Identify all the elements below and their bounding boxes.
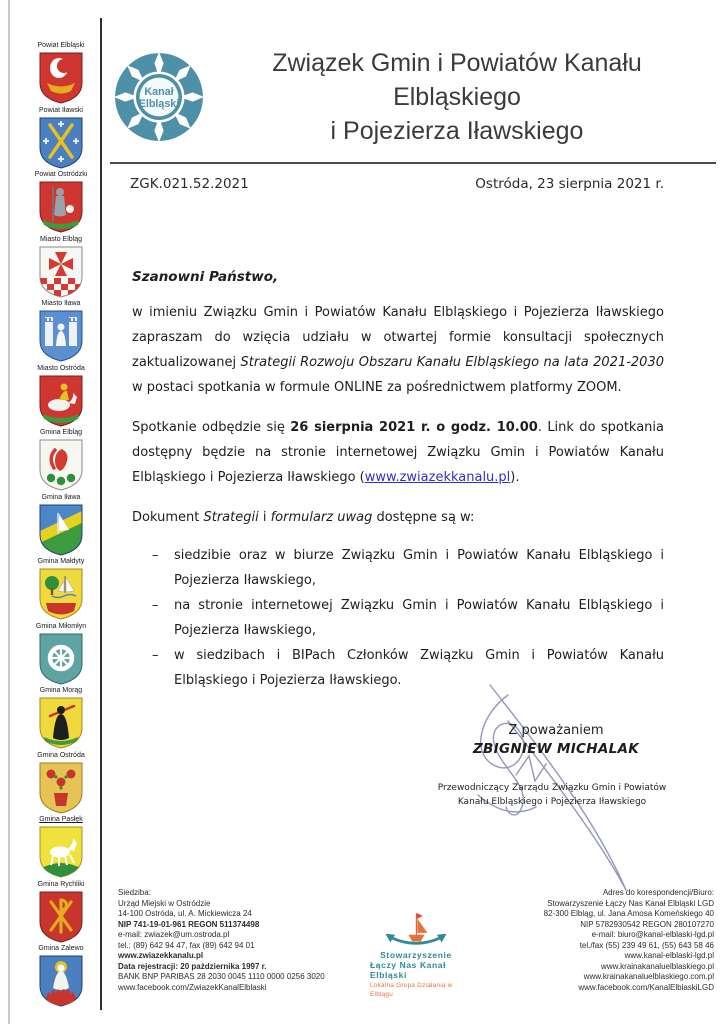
letter-content: [110, 0, 716, 915]
crest-gmina-morag: [38, 687, 84, 750]
crest-miasto-ilawa: [38, 300, 84, 363]
list-text: w siedzibach i BIPach Członków Związku Gmin i Powiatów Kanału Elbląskiego i Pojezierza Iławskiego.: [174, 648, 664, 688]
crest-gmina-paslek-icon: [38, 825, 84, 879]
crest-gmina-milomlyn: [36, 623, 86, 686]
crest-label: Gmina Zalewo: [38, 945, 84, 952]
text-segment: formularz uwag: [270, 510, 373, 525]
availability-list: [132, 543, 664, 693]
list-dash: –: [152, 598, 159, 613]
crest-label: Powiat Iławski: [39, 106, 83, 114]
crest-powiat-elblaski-icon: [38, 51, 84, 105]
crest-miasto-ostroda-icon: [38, 374, 84, 428]
footer-line: 82-300 Elbląg, ul. Jana Amosa Komeńskiego 40: [543, 909, 714, 918]
body-paragraphs: [132, 300, 664, 530]
crest-miasto-elblag-icon: [38, 245, 84, 299]
body-paragraph: [132, 415, 664, 490]
crest-gmina-morag-icon: [38, 696, 84, 750]
crest-gmina-zalewo-icon: [38, 954, 84, 1008]
crest-sidebar: [22, 42, 100, 1008]
footer-logo-line2: Łączy Nas Kanał Elbląski: [370, 960, 447, 980]
list-item: [152, 593, 664, 643]
footer-line: NIP 741-19-01-961 REGON 511374498: [118, 919, 260, 929]
crest-powiat-ostrodzki-icon: [38, 180, 84, 234]
text-segment: i: [258, 510, 271, 525]
crest-label: Gmina Pasłęk: [39, 816, 83, 823]
footer-line: www.facebook.com/ZwiazekKanalElblaski: [118, 982, 267, 992]
footer-line: Adres do korespondencji/Biuro:: [602, 888, 714, 897]
vertical-divider: [100, 18, 102, 1010]
signatory-role-line1: Przewodniczący Zarządu Związku Gmin i Powiatów: [437, 783, 667, 793]
list-text: siedzibie oraz w biurze Związku Gmin i Powiatów Kanału Elbląskiego i Pojezierza Iławskiego,: [174, 548, 664, 588]
crest-label: Gmina Elbląg: [39, 429, 83, 436]
crest-gmina-paslek: [38, 816, 84, 879]
footer-line: www.krainakanaluelblaskiego.com.pl: [583, 972, 714, 981]
footer-line: www.kanal-elblaski-lgd.pl: [624, 951, 714, 960]
canal-wheel-logo-icon: [112, 50, 206, 144]
crest-label: Gmina Małdyty: [37, 558, 85, 565]
crest-label: Gmina Iława: [41, 493, 81, 501]
crest-label: Miasto Ostróda: [37, 364, 85, 372]
website-link[interactable]: www.zwiazekkanalu.pl: [364, 470, 511, 485]
list-text: na stronie internetowej Związku Gmin i Powiatów Kanału Elbląskiego i Pojezierza Iławskiego,: [174, 598, 664, 638]
footer-line: www.krainakanaluelblaskiego.pl: [601, 961, 714, 971]
footer: [110, 888, 716, 999]
footer-line: tel./fax (55) 239 49 61, (55) 643 58 46: [579, 940, 714, 950]
crest-powiat-ilawski: [38, 107, 84, 170]
text-segment: ).: [510, 470, 520, 485]
text-segment: w postaci spotkania w formule ONLINE za pośrednictwem platformy ZOOM.: [132, 380, 622, 395]
letterhead: [110, 0, 716, 148]
footer-line: e-mail: biuro@kanal-elblaski-lgd.pl: [591, 930, 714, 939]
logo-text-line2: Elbląski: [138, 98, 180, 111]
footer-center-logo: [370, 888, 462, 999]
footer-line: Siedziba:: [118, 888, 151, 897]
footer-line: www.zwiazekkanalu.pl: [118, 951, 204, 960]
list-dash: –: [152, 548, 159, 563]
place-and-date: Ostróda, 23 sierpnia 2021 r.: [475, 176, 664, 192]
signatory-name: ZBIGNIEW MICHALAK: [472, 741, 640, 757]
signatory-role: [407, 781, 697, 809]
crest-miasto-ilawa-icon: [38, 309, 84, 363]
footer-logo-line1: Stowarzyszenie: [380, 950, 452, 960]
footer-line: NIP 5782930542 REGON 280107270: [580, 919, 714, 929]
org-title: [206, 46, 712, 148]
crest-label: Gmina Morąg: [39, 687, 83, 694]
list-dash: –: [152, 648, 159, 663]
crest-miasto-ostroda: [37, 365, 84, 428]
footer-line: e-mail: zwiazek@um.ostroda.pl: [118, 930, 230, 939]
crest-powiat-ostrodzki: [35, 171, 88, 234]
footer-line: BANK BNP PARIBAS 28 2030 0045 1110 0000 0256 3020: [118, 972, 325, 981]
closing: Z poważaniem: [508, 723, 604, 738]
body-paragraph: [132, 505, 664, 530]
signatory-role-line2: Kanału Elbląskiego i Pojezierza Iławskiego: [457, 797, 647, 807]
footer-line: 14-100 Ostróda, ul. A. Mickiewicza 24: [118, 909, 252, 918]
crest-label: Powiat Elbląski: [37, 42, 85, 49]
footer-line: Data rejestracji: 20 października 1997 r.: [118, 961, 267, 971]
crest-label: Miasto Elbląg: [39, 235, 83, 243]
crest-label: Gmina Ostróda: [37, 751, 85, 759]
crest-gmina-elblag: [38, 429, 84, 492]
crest-label: Gmina Rychliki: [37, 880, 85, 888]
crest-gmina-rychliki: [38, 881, 85, 944]
boat-logo-icon: [382, 910, 450, 950]
footer-right-lines: [462, 888, 716, 999]
crest-gmina-ostroda: [37, 752, 84, 815]
crest-label: Powiat Ostródzki: [34, 171, 88, 178]
body-paragraph: [132, 300, 664, 400]
footer-line: www.facebook.com/KanalElblaskiLGD: [578, 982, 714, 992]
crest-gmina-milomlyn-icon: [38, 632, 84, 686]
org-title-line2: i Pojezierza Iławskiego: [330, 117, 584, 145]
crest-label: Miasto Iława: [41, 300, 81, 307]
reference-number: ZGK.021.52.2021: [130, 176, 249, 192]
text-segment: 26 sierpnia 2021 r. o godz. 10.00: [290, 420, 538, 435]
letter-body: [110, 269, 716, 915]
text-segment: Strategii: [203, 510, 259, 525]
crest-miasto-elblag: [38, 236, 84, 299]
signature-block: [132, 693, 667, 915]
scan-edge-line: [8, 0, 10, 1024]
text-segment: w imieniu Związku Gmin i Powiatów Kanału Elbląskiego i Pojezierza Iławskiego zapraszam do wzięcia udziału w otwartej formie konsultacji społecznych zaktualizowanej: [132, 305, 664, 370]
text-segment: Spotkanie odbędzie się: [132, 420, 291, 435]
footer-line: Stowarzyszenie Łączy Nas Kanał Elbląski LGD: [547, 898, 714, 908]
crest-gmina-maldyty-icon: [38, 567, 84, 621]
salutation: Szanowni Państwo,: [132, 269, 279, 285]
crest-gmina-ilawa: [38, 494, 84, 557]
list-item: [152, 543, 664, 593]
text-segment: Strategii Rozwoju Obszaru Kanału Elbląskiego na lata 2021-2030: [240, 355, 664, 370]
crest-gmina-maldyty: [38, 558, 85, 621]
crest-gmina-rychliki-icon: [38, 890, 84, 944]
crest-label: Gmina Miłomłyn: [35, 622, 87, 630]
footer-left-lines: [110, 888, 370, 999]
crest-powiat-ilawski-icon: [38, 116, 84, 170]
footer-logo-line3: Lokalna Grupa Działania w Elblągu: [370, 982, 453, 998]
crest-gmina-ilawa-icon: [38, 503, 84, 557]
crest-gmina-zalewo: [38, 945, 84, 1008]
footer-line: Urząd Miejski w Ostródzie: [118, 898, 211, 908]
reference-row: [110, 164, 716, 192]
logo-text-line1: Kanał: [144, 85, 174, 98]
text-segment: . Link do spotkania dostępny będzie na stronie internetowej Związku Gmin i Powiatów Kanału Elbląskiego i Pojezierza Iławskiego (: [132, 420, 665, 485]
crest-powiat-elblaski: [37, 42, 84, 105]
crest-gmina-elblag-icon: [38, 438, 84, 492]
crest-gmina-ostroda-icon: [38, 761, 84, 815]
text-segment: dostępne są w:: [372, 510, 475, 525]
org-title-line1: Związek Gmin i Powiatów Kanału Elbląskiego: [272, 49, 642, 111]
footer-line: tel.: (89) 642 94 47, fax (89) 642 94 01: [118, 940, 255, 950]
text-segment: Dokument: [132, 510, 204, 525]
